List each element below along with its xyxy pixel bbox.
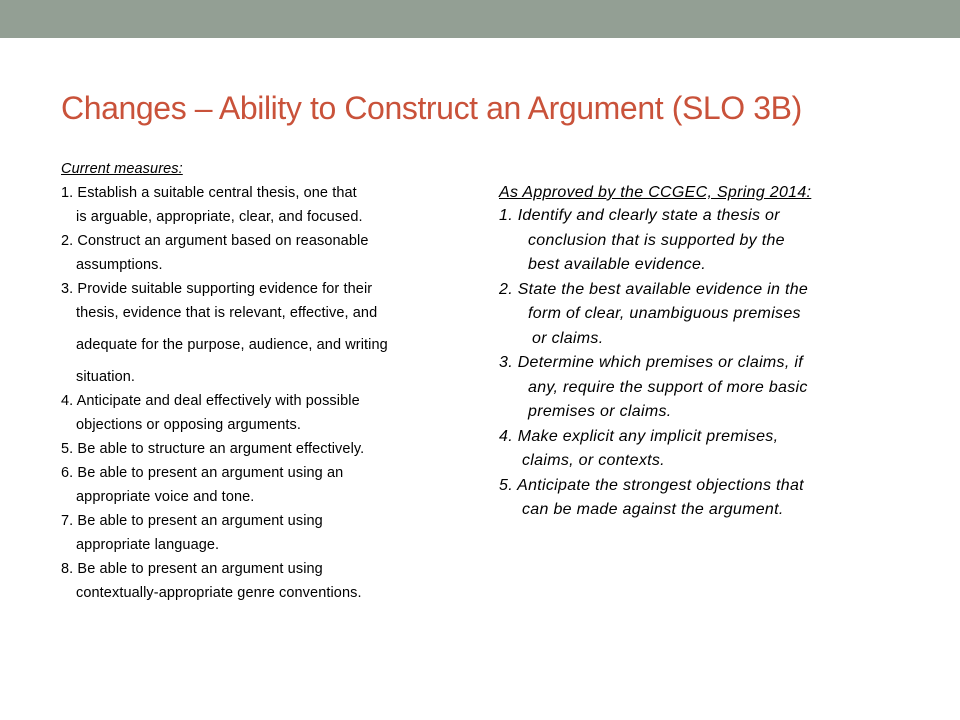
slide-title: Changes – Ability to Construct an Argument (SLO 3B) [61, 90, 802, 126]
current-measure-line: appropriate voice and tone. [76, 489, 255, 505]
approved-measure-line: form of clear, unambiguous premises [528, 305, 801, 322]
approved-measure-line: any, require the support of more basic [528, 378, 808, 396]
approved-measures-column [499, 181, 919, 523]
current-measure-line: appropriate language. [76, 537, 220, 553]
current-measure-line: situation. [76, 369, 136, 385]
approved-measure-line: can be made against the argument. [522, 501, 784, 518]
current-measure-line: assumptions. [76, 257, 163, 273]
current-measure-line: is arguable, appropriate, clear, and focused. [76, 209, 363, 225]
current-measure-line: 1. Establish a suitable central thesis, one that [61, 185, 357, 201]
approved-measure-line: 2. State the best available evidence in the [499, 280, 809, 298]
approved-measure-line: 4. Make explicit any implicit premises, [499, 427, 779, 445]
current-measure-line: 8. Be able to present an argument using [61, 561, 323, 577]
approved-measure-line: premises or claims. [528, 403, 672, 420]
current-measure-line: adequate for the purpose, audience, and writing [76, 337, 388, 353]
current-measure-line: 7. Be able to present an argument using [61, 513, 323, 529]
top-accent-bar [0, 0, 960, 38]
approved-measures-heading: As Approved by the CCGEC, Spring 2014: [499, 184, 812, 201]
current-measure-line: 6. Be able to present an argument using an [61, 465, 344, 481]
approved-measure-line: claims, or contexts. [522, 452, 665, 469]
approved-measure-line: best available evidence. [528, 256, 706, 273]
current-measure-line: contextually-appropriate genre conventions. [76, 585, 362, 601]
approved-measure-line: conclusion that is supported by the [528, 231, 785, 249]
approved-measure-line: 3. Determine which premises or claims, if [499, 354, 803, 371]
current-measure-line: 3. Provide suitable supporting evidence for their [61, 281, 373, 297]
current-measure-line: 4. Anticipate and deal effectively with possible [61, 393, 360, 409]
approved-measure-line: or claims. [532, 329, 604, 347]
current-measures-column [61, 157, 461, 605]
approved-measure-line: 1. Identify and clearly state a thesis or [499, 207, 780, 224]
current-measures-heading: Current measures: [61, 161, 183, 177]
current-measure-line: 5. Be able to structure an argument effectively. [61, 441, 365, 457]
current-measure-line: objections or opposing arguments. [76, 417, 301, 433]
current-measure-line: thesis, evidence that is relevant, effective, and [76, 305, 378, 321]
current-measure-line: 2. Construct an argument based on reasonable [61, 233, 369, 249]
approved-measure-line: 5. Anticipate the strongest objections that [499, 476, 804, 494]
